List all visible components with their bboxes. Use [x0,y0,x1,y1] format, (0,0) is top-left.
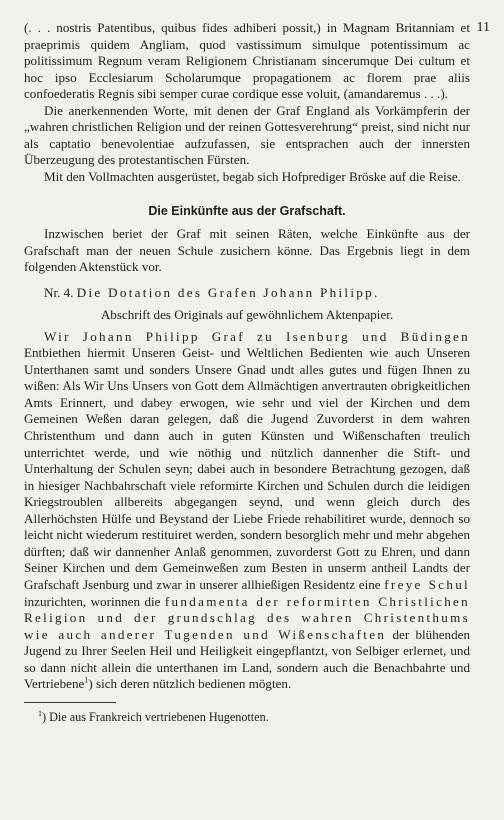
footnote [24,709,470,726]
charter-part-1: Entbiethen hiermit Unseren Geist- und Weltlichen Bedienten wie auch Unseren Unterthanen samt und sonders Unsere Gnad undt alles gutes und fügen Ihnen zu wißen: Als Wir Uns Unsers von Gott dem Allmächtigen anvertrauten obrigkeitlichen Amts Erinnert, und dabey erwogen, wie sehr und viel der Kirchen und dem Gemeinen Weßen daran gelegen, daß die Jugend Zuvorderst in dem wahren Christenthum und dann auch in guten Künsten und Wißenschaften treulich unterrichtet werde, und wie nöthig und nützlich dannenher die Stift- und Unterhaltung der Schulen seyn; dabei auch in besondere Betrachtung gezogen, daß in hiesiger Nachbahrschaft viele reformirte Kirchen und Schulen durch die leidigen Kriegstroublen allbereits abgegangen seynd, und wenn gleich durch des Allerhöchsten Hülfe und Beystand der Liebe Friede rehabilitiret wurde, dennoch so leicht nicht wiederum restituiret werden, sondern besorglich mehr und mehr abgehen dürften; daß wir dannenher Anlaß genommen, zuvorderst Gott zu Ehren, und dann Seiner Kirchen und dem Gemeinweßen zum Besten in unserm antheil Landts der Grafschaft Jsenburg und zwar in unserer allhießigen Residentz eine [24,345,470,592]
latin-quote-paragraph: (. . . nostris Patentibus, quibus fides adhiberi possit,) in Magnam Britanniam et praeprimis quidem Angliam, quod vastissimum simulque potentissimum ac politissimum Regnum veram Religionem Christianam sincerumque Dei cultum et hoc ipso Ecclesiarum Scholarumque propagationem ac florem prae aliis confoederatis Regnis sibi semper curae cordique esse voluit, (amandaremus . . .). [24,20,470,102]
paragraph-journey: Mit den Vollmachten ausgerüstet, begab sich Hofprediger Bröske auf die Reise. [44,168,461,184]
document-title [24,285,470,302]
charter-free-school: freye Schul [384,576,470,592]
copy-note: Abschrift des Originals auf gewöhnlichem Aktenpapier. [100,307,394,323]
section-heading: Die Einkünfte aus der Grafschaft. [148,204,346,219]
charter-opening: Wir Johann Philipp Graf zu Isenburg und Büdingen [44,328,470,344]
charter-part-2: inzurichten, worinnen die [24,593,165,609]
paragraph-income: Inzwischen beriet der Graf mit seinen Räten, welche Einkünfte aus der Grafschaft man der neuen Schule zusichern könne. Das Ergebnis liegt in dem folgenden Aktenstück vor. [24,226,470,275]
document-title-text: Die Dotation des Grafen Johann Philipp. [76,284,380,300]
text-body [24,20,470,725]
paragraph-england: Die anerkennenden Worte, mit denen der Graf England als Vorkämpferin der „wahren christlichen Religion und der reinen Gottesverehrung“ preist, sind nicht nur als captatio benevolentiae aufzufassen, sie entsprachen auch der innersten Überzeugung des protestantischen Fürsten. [24,102,470,168]
document-number: Nr. 4. [44,284,77,300]
charter-fundamenta: fundamenta der reformirten Christlichen Religion und der grundschlag des wahren Christenthums wie auch anderer Tugenden und Wißenschaften [24,593,470,642]
footnote-marker: 1 [38,708,42,718]
footnote-divider [24,702,116,703]
charter-part-3: der blühenden Jugend zu Ihrer Seelen Heil und Heiligkeit eingepflantzt, von Selbiger erlernet, und so dann nicht allein die unterthanen im Land, sondern auch die Benachbahrte und Vertriebene [24,626,471,692]
footnote-ref: 1 [84,675,89,685]
page-number: 11 [476,20,490,35]
charter-part-4: ) sich deren nützlich bedienen mögten. [88,676,292,692]
footnote-text: ) Die aus Frankreich vertriebenen Hugenotten. [42,709,269,724]
charter-text [24,329,470,693]
